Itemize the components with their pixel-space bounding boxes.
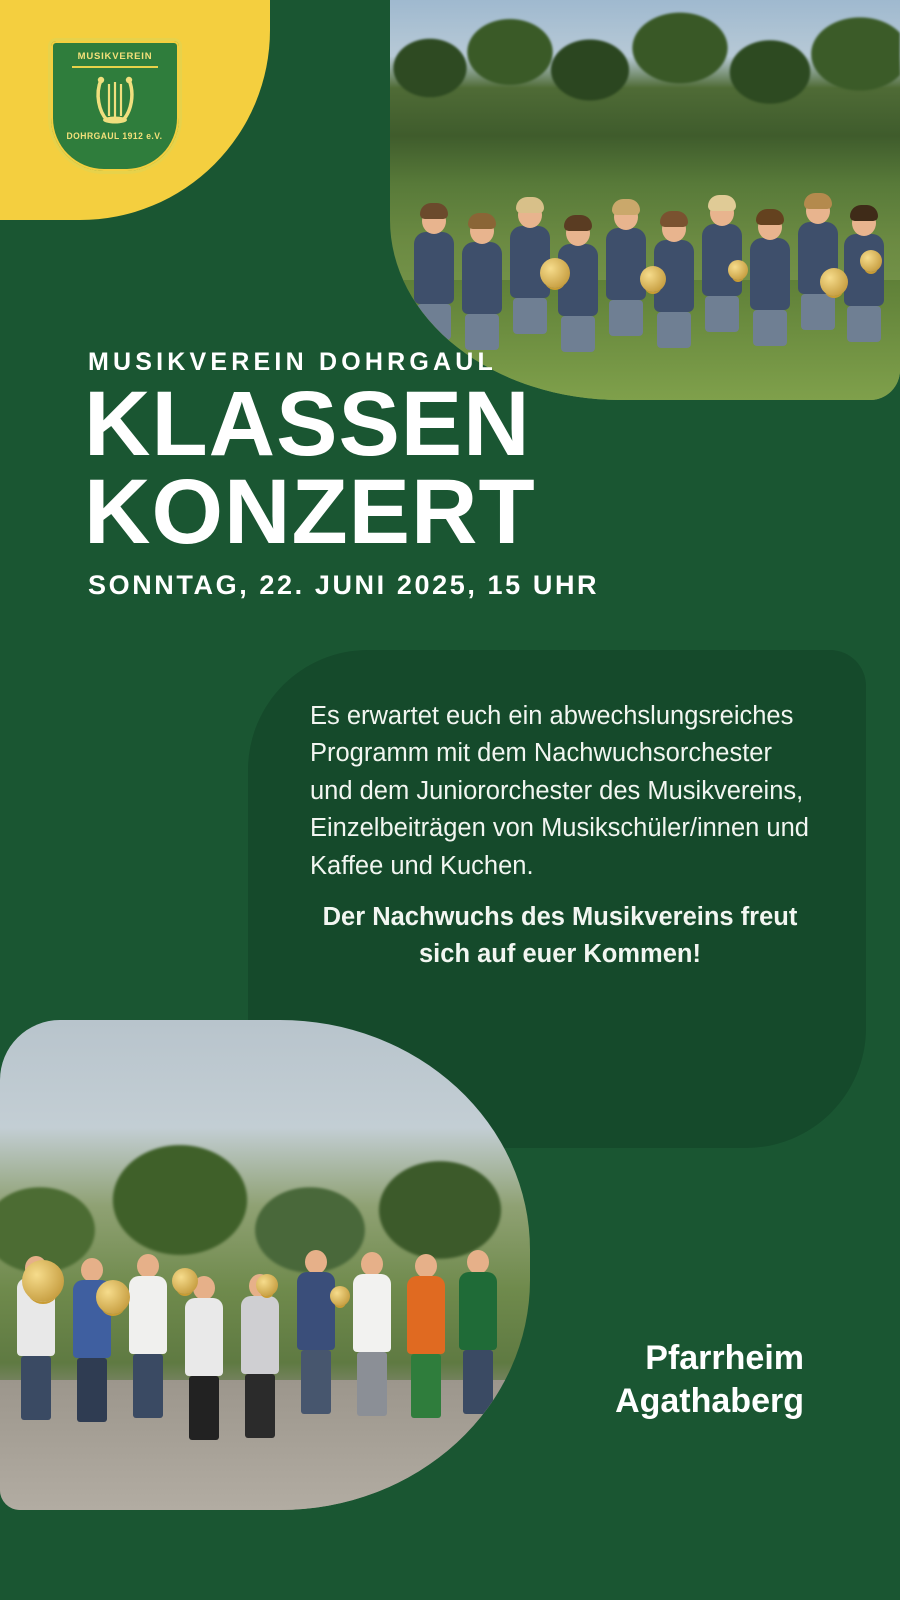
logo-divider [72, 66, 158, 68]
highlight-text: Der Nachwuchs des Musikvereins freut sich auf euer Kommen! [322, 903, 798, 968]
venue-line-1: Pfarrheim [645, 1338, 804, 1377]
title-line-1: KLASSEN [84, 373, 531, 475]
photo-youth-orchestra-bottom [0, 1020, 530, 1510]
musikverein-logo [48, 38, 182, 174]
description-text-wrap [310, 698, 810, 972]
photo-trees [390, 8, 900, 178]
lyre-icon [91, 72, 139, 129]
page-title [84, 373, 536, 564]
description-text: Es erwartet euch ein abwechslungsreiches Programm mit dem Nachwuchsorchester und dem Juniororchester des Musikvereins, Einzelbeiträgen von Musikschüler/innen und Kaffee und Kuchen. [310, 702, 809, 880]
venue-line-2: Agathaberg [615, 1382, 804, 1421]
logo-top-text: MUSIKVEREIN [77, 51, 153, 62]
logo-bottom-text: DOHRGAUL 1912 e.V. [66, 131, 163, 141]
event-date: SONNTAG, 22. JUNI 2025, 15 UHR [88, 570, 600, 600]
title-line-2: KONZERT [84, 461, 536, 564]
photo-youth-orchestra-top [390, 0, 900, 400]
venue-block [615, 1337, 804, 1424]
poster-eyebrow: MUSIKVEREIN DOHRGAUL [88, 348, 498, 376]
